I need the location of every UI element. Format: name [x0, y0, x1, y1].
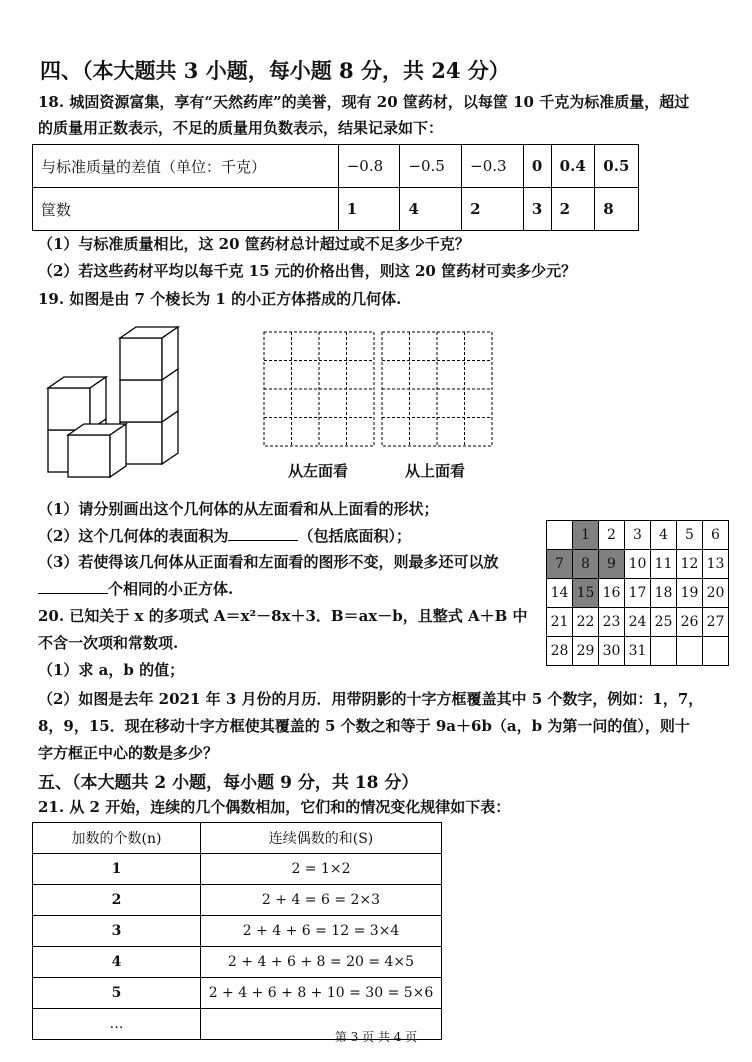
calendar-row	[547, 521, 729, 550]
q19-sub2-text-a: （2）这个几何体的表面积为	[38, 527, 229, 545]
q18-count-cell: 8	[595, 188, 639, 231]
calendar-cell	[547, 521, 573, 550]
q18-row1-label: 与标准质量的差值（单位：千克）	[33, 145, 339, 188]
q18-diff-cell: 0	[523, 145, 551, 188]
calendar-cell: 2	[599, 521, 625, 550]
q21-line1: 21. 从 2 开始，连续的几个偶数相加，它们和的情况变化规律如下表：	[38, 798, 511, 816]
calendar-row	[547, 608, 729, 637]
calendar-cell: 5	[677, 521, 703, 550]
top-view-label: 从上面看	[405, 462, 466, 480]
q18-sub1: （1）与标准质量相比，这 20 筐药材总计超过或不足多少千克？	[38, 235, 470, 253]
calendar-row	[547, 579, 729, 608]
calendar-cell: 13	[703, 550, 729, 579]
q18-count-cell: 1	[338, 188, 400, 231]
left-view-grid[interactable]	[262, 330, 376, 448]
q21-cell-s: 2 + 4 + 6 + 8 + 10 = 30 = 5×6	[201, 978, 442, 1009]
q20-sub2c: 字方框正中心的数是多少？	[38, 744, 219, 762]
calendar-cell: 11	[651, 550, 677, 579]
table-row	[33, 823, 442, 854]
table-row	[33, 885, 442, 916]
calendar-row	[547, 550, 729, 579]
q18-count-cell: 4	[400, 188, 462, 231]
q19-sub2-answer-blank[interactable]	[228, 526, 298, 541]
q21-cell-s: 2 + 4 = 6 = 2×3	[201, 885, 442, 916]
page-footer: 第 3 页 共 4 页	[334, 1030, 418, 1044]
calendar-cell: 14	[547, 579, 573, 608]
q18-diff-cell: 0.5	[595, 145, 639, 188]
q21-sum-table	[32, 822, 442, 1040]
q18-row2-label: 筐数	[33, 188, 339, 231]
calendar-cell: 10	[625, 550, 651, 579]
q18-diff-cell: −0.5	[400, 145, 462, 188]
section-5-heading: 五、（本大题共 2 小题，每小题 9 分，共 18 分）	[38, 773, 419, 793]
calendar-cell	[703, 637, 729, 666]
table-row	[33, 854, 442, 885]
calendar-cell: 17	[625, 579, 651, 608]
q21-cell-n: 1	[33, 854, 201, 885]
calendar-cell: 18	[651, 579, 677, 608]
calendar-cell: 19	[677, 579, 703, 608]
calendar-cell: 4	[651, 521, 677, 550]
q20-sub1: （1）求 a，b 的值；	[38, 661, 185, 679]
table-row	[33, 978, 442, 1009]
calendar-cell: 28	[547, 637, 573, 666]
q21-cell-n: 2	[33, 885, 201, 916]
cube-solid-figure	[45, 325, 195, 480]
q19-sub3-answer-blank[interactable]	[38, 579, 108, 594]
q19-sub2	[38, 526, 411, 546]
calendar-cell: 21	[547, 608, 573, 637]
q19-line1: 19. 如图是由 7 个棱长为 1 的小正方体搭成的几何体.	[38, 290, 402, 308]
calendar-cell-shaded: 9	[599, 550, 625, 579]
q18-count-cell: 2	[551, 188, 595, 231]
calendar-cell: 24	[625, 608, 651, 637]
calendar-cell: 25	[651, 608, 677, 637]
q19-sub3b-line	[38, 579, 233, 599]
q20-line1: 20. 已知关于 x 的多项式 A＝x²－8x＋3．B＝ax－b，且整式 A＋B 中	[38, 607, 528, 625]
q19-sub1: （1）请分别画出这个几何体的从左面看和从上面看的形状；	[38, 500, 439, 518]
q21-cell-s: 2 + 4 + 6 + 8 = 20 = 4×5	[201, 947, 442, 978]
q19-sub2-text-b: （包括底面积）；	[298, 527, 411, 545]
calendar-cell	[677, 637, 703, 666]
q21-header-n: 加数的个数(n)	[33, 823, 201, 854]
q18-count-cell: 3	[523, 188, 551, 231]
q21-cell-s: 2 + 4 + 6 = 12 = 3×4	[201, 916, 442, 947]
table-row	[33, 947, 442, 978]
calendar-cell: 30	[599, 637, 625, 666]
table-row	[33, 145, 639, 188]
q21-header-s: 连续偶数的和(S)	[201, 823, 442, 854]
calendar-cell: 12	[677, 550, 703, 579]
q19-sub3a: （3）若使得该几何体从正面看和左面看的图形不变，则最多还可以放	[38, 553, 499, 571]
calendar-cell: 3	[625, 521, 651, 550]
calendar-cell: 16	[599, 579, 625, 608]
calendar-cell: 20	[703, 579, 729, 608]
q21-cell-s: 2 = 1×2	[201, 854, 442, 885]
section-4-heading: 四、（本大题共 3 小题，每小题 8 分，共 24 分）	[40, 58, 510, 83]
q18-diff-cell: −0.8	[338, 145, 400, 188]
q18-count-cell: 2	[462, 188, 524, 231]
q18-line1: 18. 城固资源富集，享有“天然药库”的美誉，现有 20 筐药材，以每筐 10 千克为标准质量，超过	[38, 93, 690, 111]
q21-cell-n: …	[33, 1009, 201, 1040]
q19-sub3-text-b: 个相同的小正方体.	[108, 580, 234, 598]
calendar-cell: 31	[625, 637, 651, 666]
calendar-cell: 6	[703, 521, 729, 550]
calendar-cell	[651, 637, 677, 666]
q20-line2: 不含一次项和常数项.	[38, 634, 179, 652]
calendar-cell-shaded: 1	[573, 521, 599, 550]
calendar-cell: 26	[677, 608, 703, 637]
q21-cell-n: 3	[33, 916, 201, 947]
left-view-label: 从左面看	[288, 462, 349, 480]
table-row	[33, 916, 442, 947]
calendar-cell: 23	[599, 608, 625, 637]
calendar-cell: 27	[703, 608, 729, 637]
q18-diff-cell: 0.4	[551, 145, 595, 188]
top-view-grid[interactable]	[380, 330, 494, 448]
q18-sub2: （2）若这些药材平均以每千克 15 元的价格出售，则这 20 筐药材可卖多少元？	[38, 262, 577, 280]
q18-line2: 的质量用正数表示，不足的质量用负数表示，结果记录如下：	[38, 119, 444, 137]
calendar-cell-shaded: 15	[573, 579, 599, 608]
q20-sub2b: 8，9，15．现在移动十字方框使其覆盖的 5 个数之和等于 9a＋6b（a，b 为第一问的值），则十	[38, 717, 690, 735]
march-calendar	[546, 520, 729, 666]
q21-cell-n: 4	[33, 947, 201, 978]
calendar-cell: 22	[573, 608, 599, 637]
q18-table	[32, 144, 639, 231]
calendar-row	[547, 637, 729, 666]
calendar-cell-shaded: 7	[547, 550, 573, 579]
q21-cell-n: 5	[33, 978, 201, 1009]
calendar-cell-shaded: 8	[573, 550, 599, 579]
calendar-cell: 29	[573, 637, 599, 666]
table-row	[33, 188, 639, 231]
q18-diff-cell: −0.3	[462, 145, 524, 188]
q20-sub2a: （2）如图是去年 2021 年 3 月份的月历．用带阴影的十字方框覆盖其中 5 个数字，例如：1，7，	[38, 690, 704, 708]
